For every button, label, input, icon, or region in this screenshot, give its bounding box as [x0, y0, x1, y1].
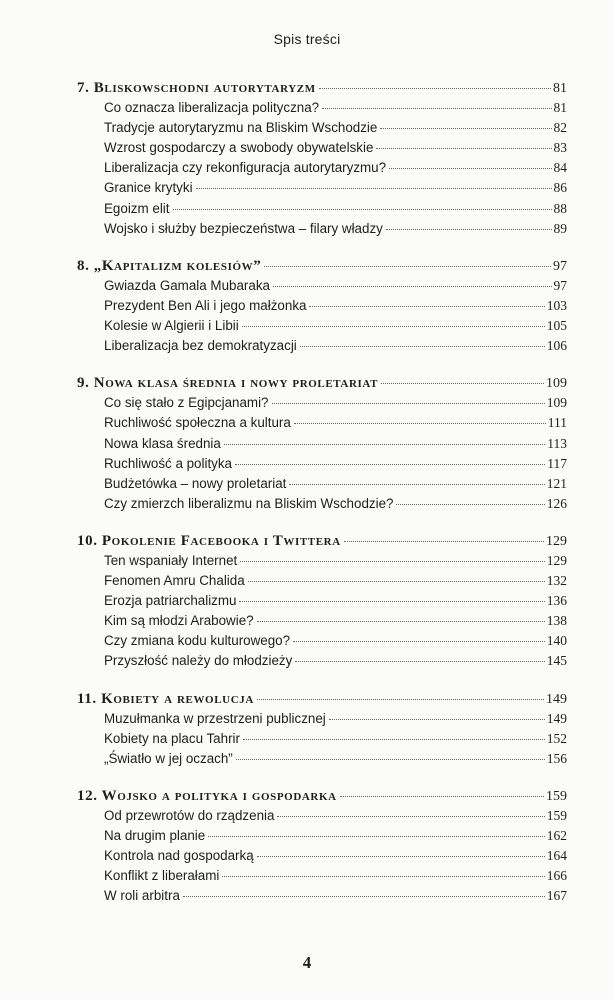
section-entry-title: Kim są młodzi Arabowie? [104, 613, 254, 629]
chapter-heading [77, 689, 567, 709]
section-entry [77, 138, 567, 158]
section-entry-title: Nowa klasa średnia [104, 435, 221, 451]
dot-leader [183, 896, 545, 897]
section-entry-page: 145 [546, 653, 567, 669]
chapter-heading-page: 129 [546, 533, 567, 549]
dot-leader [389, 168, 551, 169]
dot-leader [257, 699, 544, 700]
chapter-heading [77, 78, 567, 98]
dot-leader [277, 816, 544, 817]
chapter-heading-title: 8. „Kapitalizm kolesiów” [77, 257, 262, 274]
section-entry-title: Wzrost gospodarczy a swobody obywatelskie [104, 140, 374, 156]
section-entry-title: Ruchliwość a polityka [104, 455, 233, 471]
section-entry-title: Konflikt z liberałami [104, 868, 220, 884]
dot-leader [344, 541, 544, 542]
dot-leader [239, 601, 544, 602]
section-entry-page: 156 [546, 750, 567, 766]
chapter-heading-title: 12. Wojsko a polityka i gospodarka [77, 787, 337, 804]
chapter-heading-page: 97 [553, 258, 567, 274]
section-entry [77, 611, 567, 631]
section-entry [77, 749, 567, 769]
dot-leader [300, 346, 545, 347]
section-entry-page: 106 [546, 338, 567, 354]
section-entry-title: W roli arbitra [104, 888, 180, 904]
page-number: 4 [302, 953, 312, 972]
section-entry [77, 393, 567, 413]
dot-leader [309, 306, 544, 307]
section-entry [77, 276, 567, 296]
dot-leader [196, 188, 552, 189]
section-entry [77, 551, 567, 571]
dot-leader [293, 641, 545, 642]
chapter-heading-title: 10. Pokolenie Facebooka i Twittera [77, 532, 341, 549]
section-entry-page: 81 [553, 100, 567, 116]
section-entry-page: 113 [547, 435, 567, 451]
dot-leader [236, 759, 545, 760]
dot-leader [208, 836, 545, 837]
section-entry-title: Liberalizacja czy rekonfiguracja autorytaryzmu? [104, 160, 387, 176]
dot-leader [222, 876, 544, 877]
section-entry-title: Co oznacza liberalizacja polityczna? [104, 100, 320, 116]
section-entry-title: Muzułmanka w przestrzeni publicznej [104, 710, 326, 726]
chapter-heading-page: 109 [546, 376, 567, 392]
section-entry [77, 571, 567, 591]
dot-leader [376, 148, 551, 149]
section-entry-page: 129 [546, 552, 567, 568]
chapter-heading [77, 786, 567, 806]
chapter-block [77, 786, 567, 907]
section-entry [77, 591, 567, 611]
section-entry [77, 474, 567, 494]
section-entry-title: Kolesie w Algierii i Libii [104, 318, 239, 334]
section-entry [77, 631, 567, 651]
section-entry [77, 494, 567, 514]
section-entry-title: Od przewrotów do rządzenia [104, 808, 275, 823]
section-entry-title: Kobiety na placu Tahrir [104, 730, 240, 746]
section-entry [77, 651, 567, 671]
section-entry-title: Liberalizacja bez demokratyzacji [104, 338, 297, 354]
dot-leader [264, 266, 551, 267]
section-entry-page: 138 [546, 613, 567, 629]
section-entry-title: Egoizm elit [104, 200, 170, 216]
section-entry [77, 158, 567, 178]
chapter-heading-title: 7. Bliskowschodni autorytaryzm [77, 80, 316, 96]
section-entry-page: 126 [546, 495, 567, 511]
chapter-heading-page: 159 [546, 788, 567, 804]
chapter-heading-title: 9. Nowa klasa średnia i nowy proletariat [77, 375, 379, 392]
dot-leader [173, 209, 552, 210]
dot-leader [243, 739, 545, 740]
section-entry [77, 316, 567, 336]
section-entry-page: 140 [546, 633, 567, 649]
section-entry [77, 434, 567, 454]
section-entry-page: 89 [553, 220, 567, 236]
section-entry-page: 88 [553, 200, 567, 216]
section-entry [77, 219, 567, 239]
dot-leader [289, 484, 544, 485]
section-entry-title: „Światło w jej oczach” [104, 750, 233, 766]
chapter-block [77, 689, 567, 769]
section-entry-page: 159 [546, 808, 567, 823]
section-entry [77, 709, 567, 729]
section-entry-title: Erozja patriarchalizmu [104, 593, 237, 609]
section-entry-page: 132 [546, 573, 567, 589]
dot-leader [396, 504, 544, 505]
dot-leader [224, 444, 545, 445]
chapter-heading-page: 81 [553, 81, 567, 96]
section-entry [77, 806, 567, 826]
dot-leader [319, 88, 551, 89]
chapter-heading-title: 11. Kobiety a rewolucja [77, 690, 254, 707]
dot-leader [272, 403, 545, 404]
section-entry-page: 167 [546, 888, 567, 904]
dot-leader [386, 229, 552, 230]
section-entry-page: 149 [546, 710, 567, 726]
section-entry-title: Tradycje autorytaryzmu na Bliskim Wschodzie [104, 120, 378, 136]
section-entry-page: 105 [546, 318, 567, 334]
dot-leader [295, 661, 544, 662]
page-header: Spis treści [273, 31, 341, 47]
section-entry-page: 164 [546, 848, 567, 864]
chapter-heading-page: 149 [546, 691, 567, 707]
section-entry-page: 83 [553, 140, 567, 156]
dot-leader [235, 464, 545, 465]
chapter-block [77, 373, 567, 514]
section-entry-page: 82 [553, 120, 567, 136]
section-entry-title: Wojsko i służby bezpieczeństwa – filary władzy [104, 220, 383, 236]
dot-leader [257, 856, 545, 857]
chapter-block [77, 78, 567, 239]
section-entry [77, 413, 567, 433]
section-entry-title: Budżetówka – nowy proletariat [104, 475, 287, 491]
section-entry [77, 846, 567, 866]
section-entry-title: Czy zmiana kodu kulturowego? [104, 633, 291, 649]
chapter-block [77, 256, 567, 356]
section-entry-title: Czy zmierzch liberalizmu na Bliskim Wschodzie? [104, 495, 394, 511]
section-entry [77, 178, 567, 198]
section-entry-page: 97 [553, 277, 567, 293]
dot-leader [381, 383, 544, 384]
section-entry [77, 98, 567, 118]
section-entry [77, 118, 567, 138]
section-entry-page: 103 [546, 297, 567, 313]
dot-leader [322, 108, 551, 109]
chapter-block [77, 531, 567, 672]
section-entry-title: Ten wspaniały Internet [104, 552, 238, 568]
dot-leader [294, 423, 546, 424]
section-entry-title: Co się stało z Egipcjanami? [104, 395, 269, 411]
section-entry-page: 162 [546, 828, 567, 844]
section-entry-page: 152 [546, 730, 567, 746]
section-entry-page: 121 [546, 475, 567, 491]
chapter-heading [77, 531, 567, 551]
section-entry-page: 136 [546, 593, 567, 609]
section-entry-page: 166 [546, 868, 567, 884]
dot-leader [380, 128, 551, 129]
section-entry-page: 111 [547, 415, 567, 431]
section-entry-title: Kontrola nad gospodarką [104, 848, 254, 864]
section-entry [77, 336, 567, 356]
dot-leader [273, 286, 552, 287]
section-entry-page: 84 [553, 160, 567, 176]
section-entry-title: Gwiazda Gamala Mubaraka [104, 277, 270, 293]
dot-leader [242, 326, 545, 327]
section-entry [77, 454, 567, 474]
section-entry-title: Granice krytyki [104, 180, 193, 196]
section-entry-page: 117 [547, 455, 567, 471]
chapter-heading [77, 256, 567, 276]
section-entry-title: Fenomen Amru Chalida [104, 573, 245, 589]
section-entry [77, 199, 567, 219]
section-entry [77, 886, 567, 906]
dot-leader [257, 621, 545, 622]
chapter-heading [77, 373, 567, 393]
section-entry-title: Ruchliwość społeczna a kultura [104, 415, 291, 431]
section-entry [77, 826, 567, 846]
section-entry-title: Prezydent Ben Ali i jego małżonka [104, 297, 307, 313]
section-entry [77, 296, 567, 316]
section-entry-page: 86 [553, 180, 567, 196]
dot-leader [240, 561, 545, 562]
section-entry [77, 729, 567, 749]
section-entry-title: Przyszłość należy do młodzieży [104, 653, 293, 669]
section-entry-page: 109 [546, 395, 567, 411]
dot-leader [248, 581, 545, 582]
section-entry-title: Na drugim planie [104, 828, 206, 844]
section-entry [77, 866, 567, 886]
table-of-contents [77, 78, 567, 923]
dot-leader [329, 719, 545, 720]
dot-leader [340, 796, 544, 797]
